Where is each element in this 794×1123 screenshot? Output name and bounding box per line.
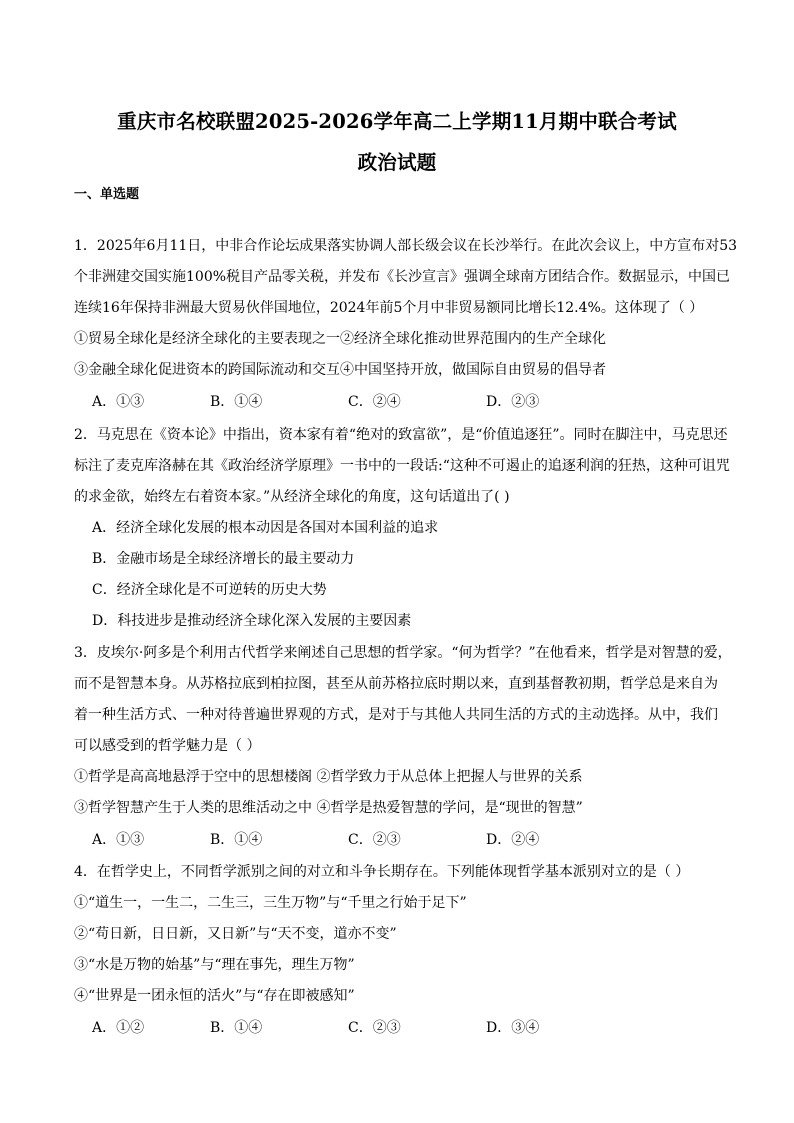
exam-title: 重庆市名校联盟2025-2026学年高二上学期11月期中联合考试 bbox=[117, 110, 677, 133]
question-3-option-d: D．②④ bbox=[486, 832, 540, 848]
section-heading: 一、单选题 bbox=[74, 187, 140, 202]
question-4-option-d: D．③④ bbox=[486, 1020, 540, 1036]
question-2-line-3: 的求金欲，始终左右着资本家。”从经济全球化的角度，这句话道出了( ) bbox=[74, 489, 510, 505]
question-3-option-b: B．①④ bbox=[210, 832, 263, 848]
exam-subtitle: 政治试题 bbox=[357, 151, 437, 174]
question-2-option-d: D．科技进步是推动经济全球化深入发展的主要因素 bbox=[92, 613, 412, 629]
question-4-statement-4: ④“世界是一团永恒的活火”与“存在即被感知” bbox=[74, 988, 355, 1004]
question-3-option-a: A．①③ bbox=[92, 832, 145, 848]
question-1-option-a: A．①③ bbox=[92, 394, 145, 410]
question-2-line-2: 标注了麦克库洛赫在其《政治经济学原理》一书中的一段话:“这种不可遏止的追逐利润的狂热，这种可诅咒 bbox=[74, 458, 730, 474]
question-3-line-4: 可以感受到的哲学魅力是（ ） bbox=[74, 738, 261, 754]
question-4-line-1: 4．在哲学史上，不同哲学派别之间的对立和斗争长期存在。下列能体现哲学基本派别对立的是（ ） bbox=[74, 864, 690, 880]
question-4-option-a: A．①② bbox=[92, 1020, 145, 1036]
question-1-statement-a: ①贸易全球化是经济全球化的主要表现之一②经济全球化推动世界范围内的生产全球化 bbox=[74, 331, 606, 347]
question-3-line-3: 着一种生活方式、一种对待普遍世界观的方式，是对于与其他人共同生活的方式的主动选择。从中，我们 bbox=[74, 707, 718, 723]
question-1-line-2: 个非洲建交国实施100%税目产品零关税，并发布《长沙宣言》强调全球南方团结合作。数据显示，中国已 bbox=[74, 269, 731, 285]
question-1-option-c: C．②④ bbox=[348, 394, 401, 410]
question-3-line-1: 3．皮埃尔·阿多是个利用古代哲学来阐述自己思想的哲学家。“何为哲学？”在他看来，哲学是对智慧的爱， bbox=[74, 645, 732, 661]
question-3-statement-a: ①哲学是高高地悬浮于空中的思想楼阁 ②哲学致力于从总体上把握人与世界的关系 bbox=[74, 769, 583, 785]
question-3-statement-b: ③哲学智慧产生于人类的思维活动之中 ④哲学是热爱智慧的学问，是“现世的智慧” bbox=[74, 800, 583, 816]
question-4-statement-2: ②“苟日新，日日新，又日新”与“天不变，道亦不变” bbox=[74, 926, 397, 942]
question-2-line-1: 2．马克思在《资本论》中指出，资本家有着“绝对的致富欲”，是“价值追逐狂”。同时在脚注中，马克思还 bbox=[74, 427, 728, 443]
question-1-line-1: 1．2025年6月11日，中非合作论坛成果落实协调人部长级会议在长沙举行。在此次会议上，中方宣布对53 bbox=[74, 238, 738, 254]
question-3-option-c: C．②③ bbox=[348, 832, 401, 848]
question-1-option-b: B．①④ bbox=[210, 394, 263, 410]
question-2-option-a: A．经济全球化发展的根本动因是各国对本国利益的追求 bbox=[92, 520, 439, 536]
question-1-option-d: D．②③ bbox=[486, 394, 540, 410]
question-4-option-b: B．①④ bbox=[210, 1020, 263, 1036]
question-4-statement-3: ③“水是万物的始基”与“理在事先，理生万物” bbox=[74, 957, 355, 973]
question-1-line-3: 连续16年保持非洲最大贸易伙伴国地位，2024年前5个月中非贸易额同比增长12.4%。这体现了（ ） bbox=[74, 300, 704, 316]
question-1-statement-b: ③金融全球化促进资本的跨国际流动和交互④中国坚持开放，做国际自由贸易的倡导者 bbox=[74, 362, 606, 378]
question-2-option-b: B．金融市场是全球经济增长的最主要动力 bbox=[92, 551, 355, 567]
question-3-line-2: 而不是智慧本身。从苏格拉底到柏拉图，甚至从前苏格拉底时期以来，直到基督教初期，哲学总是来自为 bbox=[74, 676, 718, 692]
question-4-option-c: C．②③ bbox=[348, 1020, 401, 1036]
question-4-statement-1: ①“道生一，一生二，二生三，三生万物”与“千里之行始于足下” bbox=[74, 895, 467, 911]
question-2-option-c: C．经济全球化是不可逆转的历史大势 bbox=[92, 582, 327, 598]
